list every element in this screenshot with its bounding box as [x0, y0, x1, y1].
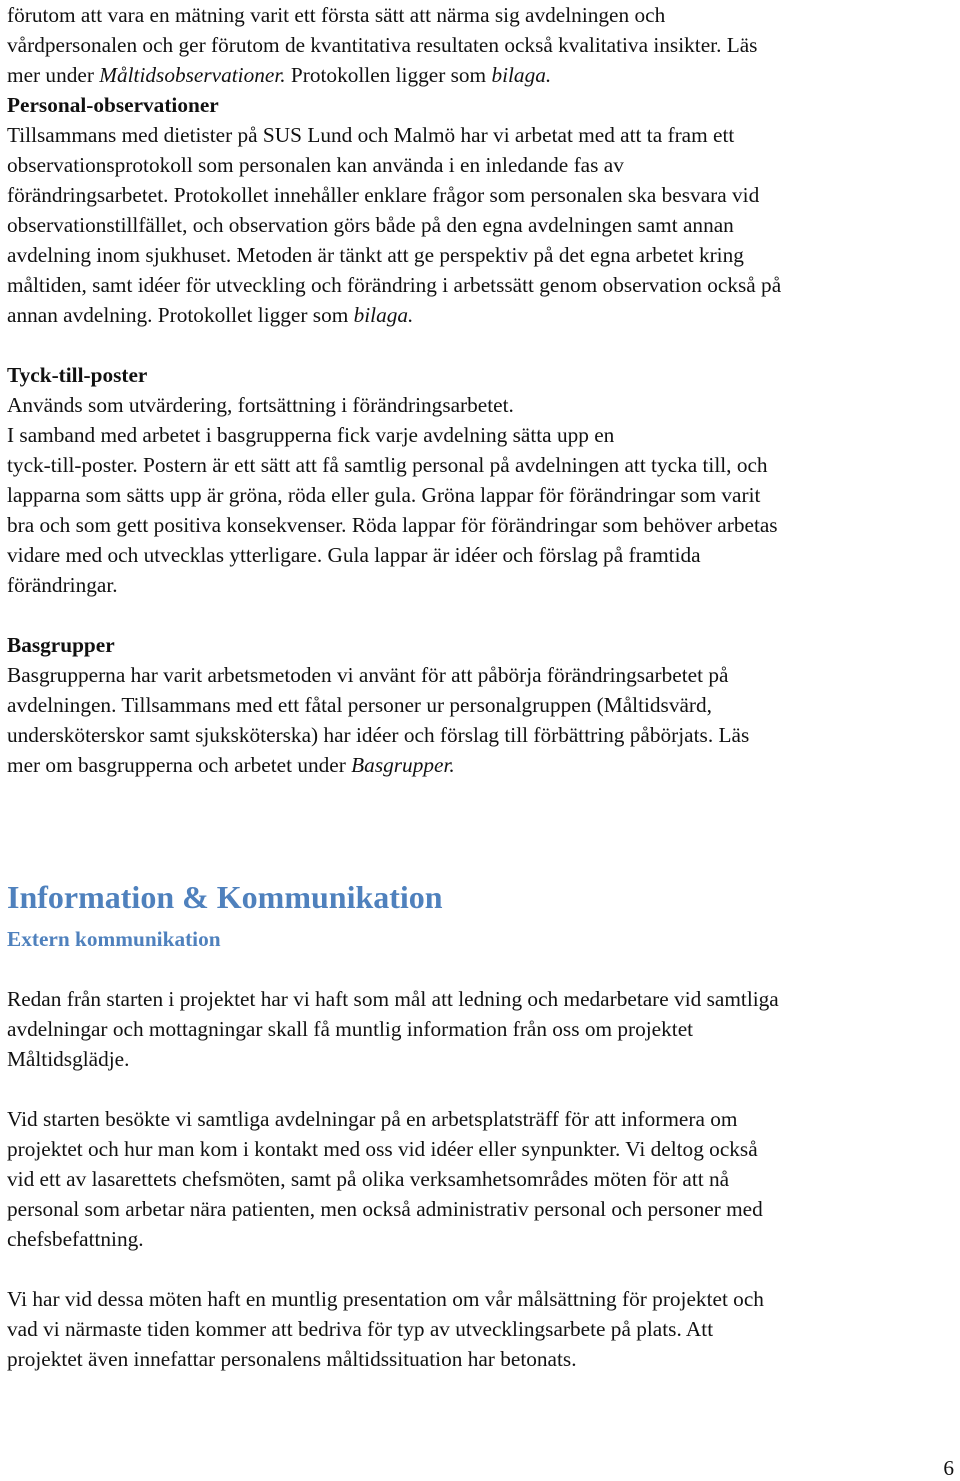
basgrupper-last-text: mer om basgrupperna och arbetet under [7, 753, 352, 777]
tyck-line: Används som utvärdering, fortsättning i förändringsarbetet. [7, 393, 514, 417]
extern-p1-line: avdelningar och mottagningar skall få muntlig information från oss om projektet [7, 1017, 694, 1041]
extern-p3-line: projektet även innefattar personalens måltidssituation har betonats. [7, 1347, 577, 1371]
extern-p1-line: Måltidsglädje. [7, 1047, 130, 1071]
extern-p2-line: projektet och hur man kom i kontakt med oss vid idéer eller synpunkter. Vi deltog också [7, 1137, 758, 1161]
tyck-line: lapparna som sätts upp är gröna, röda eller gula. Gröna lappar för förändringar som varit [7, 483, 761, 507]
extern-p2-line: personal som arbetar nära patienten, men också administrativ personal och personer med [7, 1197, 763, 1221]
intro-text-2: Protokollen ligger som [285, 63, 492, 87]
section-title: Information & Kommunikation [7, 879, 443, 915]
spacer [7, 1254, 955, 1284]
basgrupper-line-last [7, 750, 955, 780]
basgrupper-line: avdelningen. Tillsammans med ett fåtal personer ur personalgruppen (Måltidsvärd, [7, 693, 713, 717]
intro-line-1: förutom att vara en mätning varit ett första sätt att närma sig avdelningen och [7, 3, 666, 27]
basgrupper-link: Basgrupper. [351, 753, 455, 777]
extern-p2-line: vid ett av lasarettets chefsmöten, samt på olika verksamhetsområdes möten för att nå [7, 1167, 730, 1191]
intro-bilaga: bilaga. [491, 63, 552, 87]
tyck-heading: Tyck-till-poster [7, 363, 148, 387]
tyck-line: vidare med och utvecklas ytterligare. Gula lappar är idéer och förslag på framtida [7, 543, 701, 567]
personal-bilaga: bilaga. [353, 303, 414, 327]
extern-p1-line: Redan från starten i projektet har vi haft som mål att ledning och medarbetare vid samtliga [7, 987, 779, 1011]
basgrupper-line: Basgrupperna har varit arbetsmetoden vi använt för att påbörja förändringsarbetet på [7, 663, 729, 687]
spacer [7, 780, 955, 810]
personal-line: förändringsarbetet. Protokollet innehåller enklare frågor som personalen ska besvara vid [7, 183, 760, 207]
tyck-line: förändringar. [7, 573, 118, 597]
section-subtitle: Extern kommunikation [7, 927, 221, 951]
document-page [7, 0, 955, 1374]
intro-line-3 [7, 60, 955, 90]
intro-text: mer under [7, 63, 100, 87]
personal-last-text: annan avdelning. Protokollet ligger som [7, 303, 354, 327]
spacer [7, 840, 955, 870]
spacer [7, 1074, 955, 1104]
spacer [7, 330, 955, 360]
personal-line: måltiden, samt idéer för utveckling och förändring i arbetssätt genom observation också på [7, 273, 782, 297]
personal-line: observationstillfället, och observation görs både på den egna avdelningen samt annan [7, 213, 734, 237]
extern-p3-line: Vi har vid dessa möten haft en muntlig presentation om vår målsättning för projektet och [7, 1287, 764, 1311]
personal-line: avdelning inom sjukhuset. Metoden är tänkt att ge perspektiv på det egna arbetet kring [7, 243, 744, 267]
tyck-line: bra och som gett positiva konsekvenser. Röda lappar för förändringar som behöver arbetas [7, 513, 778, 537]
tyck-line: I samband med arbetet i basgrupperna fick varje avdelning sätta upp en [7, 423, 615, 447]
extern-p2-line: Vid starten besökte vi samtliga avdelningar på en arbetsplatsträff för att informera om [7, 1107, 738, 1131]
personal-heading: Personal-observationer [7, 93, 219, 117]
extern-p2-line: chefsbefattning. [7, 1227, 144, 1251]
personal-line: observationsprotokoll som personalen kan använda i en inledande fas av [7, 153, 624, 177]
extern-p3-line: vad vi närmaste tiden kommer att bedriva för typ av utvecklingsarbete på plats. Att [7, 1317, 714, 1341]
basgrupper-line: undersköterskor samt sjuksköterska) har idéer och förslag till förbättring påbörjats. Läs [7, 723, 750, 747]
intro-line-2: vårdpersonalen och ger förutom de kvantitativa resultaten också kvalitativa insikter. Läs [7, 33, 758, 57]
spacer [7, 954, 955, 984]
intro-link-maltidsobservationer: Måltidsobservationer. [99, 63, 286, 87]
page-number: 6 [943, 1456, 954, 1480]
basgrupper-heading: Basgrupper [7, 633, 115, 657]
personal-line-last [7, 300, 955, 330]
personal-line: Tillsammans med dietister på SUS Lund och Malmö har vi arbetat med att ta fram ett [7, 123, 735, 147]
spacer [7, 810, 955, 840]
tyck-line: tyck-till-poster. Postern är ett sätt att få samtlig personal på avdelningen att tycka till, och [7, 453, 768, 477]
spacer [7, 600, 955, 630]
